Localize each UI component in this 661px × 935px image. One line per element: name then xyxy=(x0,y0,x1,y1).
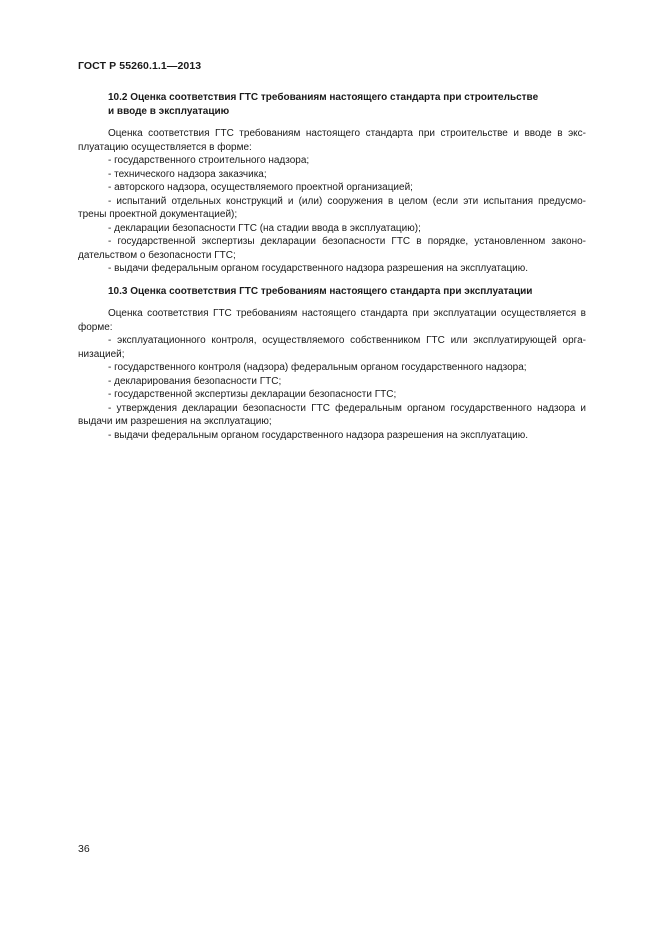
list-item: - государственного контроля (надзора) федеральным органом государственного надзора; xyxy=(108,362,527,373)
list-item: - авторского надзора, осуществляемого проектной организацией; xyxy=(108,182,413,193)
list-item: - эксплуатационного контроля, осуществляемого собственником ГТС или эксплуатирующей орга- низацией; xyxy=(78,335,586,360)
list-item: - испытаний отдельных конструкций и (или) сооружения в целом (если эти испытания предусмо- трены проектной документацией); xyxy=(78,195,586,220)
list-item: - выдачи федеральным органом государственного надзора разрешения на эксплуатацию. xyxy=(108,429,529,441)
section-10-2-heading xyxy=(78,91,586,118)
list-item: - декларирования безопасности ГТС; xyxy=(108,375,282,387)
section-10-3-intro: Оценка соответствия ГТС требованиям настоящего стандарта при эксплуатации осуществляется в форме: xyxy=(78,308,586,333)
list-item: - декларации безопасности ГТС (на стадии ввода в эксплуатацию); xyxy=(108,222,421,234)
page-number: 36 xyxy=(78,843,90,855)
list-item: - выдачи федеральным органом государственного надзора разрешения на эксплуатацию. xyxy=(108,263,529,274)
list-item: - технического надзора заказчика; xyxy=(108,168,267,180)
section-10-2-intro: Оценка соответствия ГТС требованиям настоящего стандарта при строительстве и вводе в экс- плуатацию осуществляется в форме: xyxy=(78,128,586,153)
document-body xyxy=(78,91,586,442)
section-10-2-heading-line1: 10.2 Оценка соответствия ГТС требованиям настоящего стандарта при строительстве xyxy=(108,92,539,103)
list-item: - утверждения декларации безопасности ГТС федеральным органом государственного надзора и выдачи им разрешения на эксплуатацию; xyxy=(78,402,586,427)
section-10-2-heading-line2: и вводе в эксплуатацию xyxy=(108,105,230,117)
list-item: - государственной экспертизы декларации безопасности ГТС; xyxy=(108,389,397,400)
list-item: - государственного строительного надзора; xyxy=(108,155,310,166)
list-item: - государственной экспертизы декларации безопасности ГТС в порядке, установленном законо- дательством о безопасности ГТС; xyxy=(78,236,586,261)
document-code-header: ГОСТ Р 55260.1.1—2013 xyxy=(78,60,202,72)
section-10-3-heading: 10.3 Оценка соответствия ГТС требованиям настоящего стандарта при эксплуатации xyxy=(108,285,533,297)
